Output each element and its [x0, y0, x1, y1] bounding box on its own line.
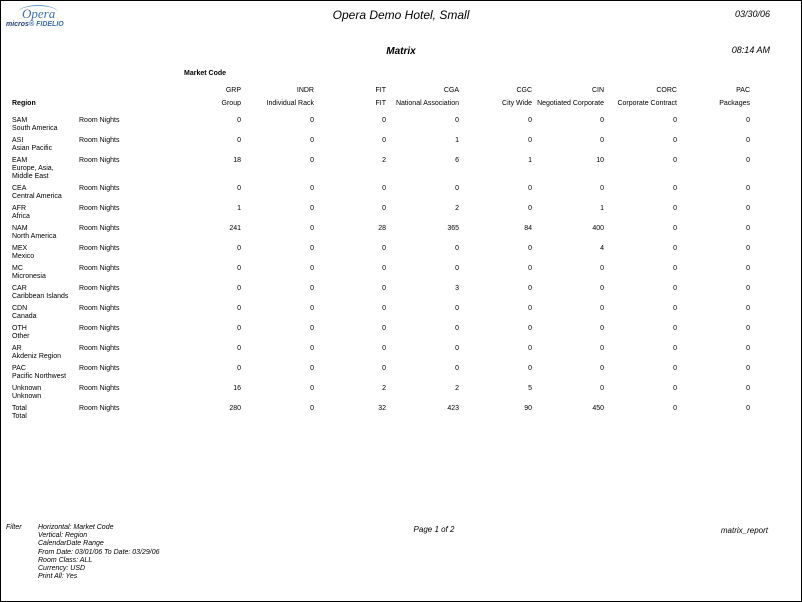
- table-row-sam-value: 0: [600, 117, 604, 124]
- table-row-pac-value: 0: [455, 365, 459, 372]
- filter-line: Vertical: Region: [38, 532, 88, 540]
- table-row-afr-code: AFR: [12, 205, 26, 212]
- table-row-mex-value: 0: [237, 245, 241, 252]
- table-row-eam-value: 6: [455, 157, 459, 164]
- table-row-total-value: 0: [746, 405, 750, 412]
- table-row-oth-value: 0: [600, 325, 604, 332]
- table-row-mex-name: Mexico: [12, 253, 35, 260]
- column-code-cgc: CGC: [516, 87, 532, 94]
- table-row-pac-value: 0: [673, 365, 677, 372]
- table-row-pac-name: Pacific Northwest: [12, 373, 67, 380]
- filter-line: Room Class: ALL: [38, 556, 93, 564]
- table-row-sam-value: 0: [455, 117, 459, 124]
- table-row-pac-value: 0: [310, 365, 314, 372]
- table-row-asi-value: 0: [382, 137, 386, 144]
- table-row-cea-value: 0: [528, 185, 532, 192]
- column-name-cin: Negotiated Corporate: [537, 100, 604, 107]
- table-row-nam-value: 0: [746, 225, 750, 232]
- table-row-eam-metric: Room Nights: [79, 157, 120, 164]
- table-row-mex-metric: Room Nights: [79, 245, 120, 252]
- table-row-oth-name: Other: [12, 333, 30, 340]
- table-row-mex-value: 0: [528, 245, 532, 252]
- table-row-cdn-value: 0: [528, 305, 532, 312]
- column-code-pac: PAC: [736, 87, 750, 94]
- table-row-cea-code: CEA: [12, 185, 27, 192]
- table-row-total-value: 0: [310, 405, 314, 412]
- table-row-cea-value: 0: [237, 185, 241, 192]
- table-row-ar-value: 0: [528, 345, 532, 352]
- table-row-asi-name: Asian Pacific: [12, 145, 53, 152]
- table-row-cdn-value: 0: [310, 305, 314, 312]
- table-row-eam-value: 2: [382, 157, 386, 164]
- table-row-nam-value: 28: [378, 225, 386, 232]
- table-row-pac-value: 0: [382, 365, 386, 372]
- table-row-nam-code: NAM: [12, 225, 28, 232]
- column-name-cgc: City Wide: [502, 100, 532, 107]
- table-row-mc-value: 0: [382, 265, 386, 272]
- table-row-eam-value: 10: [596, 157, 604, 164]
- table-row-cdn-name: Canada: [12, 313, 37, 320]
- table-row-afr-value: 2: [455, 205, 459, 212]
- table-row-car-value: 0: [382, 285, 386, 292]
- filter-line: CalendarDate Range: [38, 540, 104, 548]
- table-row-oth-value: 0: [528, 325, 532, 332]
- table-row-total-value: 0: [673, 405, 677, 412]
- table-row-ar-name: Akdeniz Region: [12, 353, 62, 360]
- table-row-mc-value: 0: [237, 265, 241, 272]
- table-row-cdn-value: 0: [455, 305, 459, 312]
- table-row-mc-value: 0: [673, 265, 677, 272]
- report-date: 03/30/06: [734, 9, 770, 19]
- table-row-total-metric: Room Nights: [79, 405, 120, 412]
- table-row-asi-metric: Room Nights: [79, 137, 120, 144]
- table-row-ar-value: 0: [746, 345, 750, 352]
- table-row-total-value: 90: [524, 405, 532, 412]
- table-row-mex-value: 0: [746, 245, 750, 252]
- table-row-ar-value: 0: [310, 345, 314, 352]
- table-row-mex-value: 0: [455, 245, 459, 252]
- report-name: matrix_report: [720, 526, 768, 535]
- table-row-pac-metric: Room Nights: [79, 365, 120, 372]
- table-row-nam-value: 241: [229, 225, 241, 232]
- table-row-nam-value: 0: [673, 225, 677, 232]
- table-row-asi-value: 1: [455, 137, 459, 144]
- table-row-ar-value: 0: [237, 345, 241, 352]
- table-row-pac-value: 0: [237, 365, 241, 372]
- table-row-nam-value: 84: [524, 225, 532, 232]
- table-row-cea-value: 0: [310, 185, 314, 192]
- table-row-cdn-value: 0: [600, 305, 604, 312]
- column-code-cga: CGA: [443, 87, 459, 94]
- filter-line: Currency: USD: [38, 565, 86, 573]
- hotel-name: Opera Demo Hotel, Small: [332, 8, 470, 22]
- table-row-total-value: 423: [447, 405, 459, 412]
- table-row-afr-value: 0: [382, 205, 386, 212]
- table-row-pac-value: 0: [600, 365, 604, 372]
- table-row-mc-value: 0: [455, 265, 459, 272]
- table-row-asi-value: 0: [673, 137, 677, 144]
- table-row-sam-code: SAM: [12, 117, 28, 124]
- table-row-nam-name: North America: [12, 233, 57, 240]
- table-row-afr-value: 0: [310, 205, 314, 212]
- table-row-afr-name: Africa: [12, 213, 30, 220]
- table-row-asi-value: 0: [237, 137, 241, 144]
- table-row-mex-value: 0: [382, 245, 386, 252]
- table-row-sam-value: 0: [382, 117, 386, 124]
- table-row-oth-value: 0: [237, 325, 241, 332]
- table-row-cdn-code: CDN: [12, 305, 28, 312]
- table-row-oth-code: OTH: [12, 325, 27, 332]
- table-row-asi-value: 0: [600, 137, 604, 144]
- table-row-unknown-value: 5: [528, 385, 532, 392]
- table-row-eam-name: Middle East: [12, 173, 49, 180]
- table-row-eam-value: 1: [528, 157, 532, 164]
- table-row-eam-name: Europe, Asia,: [12, 165, 54, 172]
- table-row-sam-value: 0: [746, 117, 750, 124]
- table-row-cea-value: 0: [673, 185, 677, 192]
- column-name-grp: Group: [221, 100, 241, 107]
- table-row-oth-value: 0: [746, 325, 750, 332]
- table-row-pac-value: 0: [746, 365, 750, 372]
- column-name-corc: Corporate Contract: [617, 100, 677, 107]
- table-row-car-value: 0: [600, 285, 604, 292]
- column-name-pac: Packages: [719, 100, 750, 107]
- table-row-sam-value: 0: [673, 117, 677, 124]
- table-row-total-value: 280: [229, 405, 241, 412]
- column-name-cga: National Association: [395, 100, 459, 107]
- table-row-car-metric: Room Nights: [79, 285, 120, 292]
- table-row-unknown-value: 2: [382, 385, 386, 392]
- page-number: Page 1 of 2: [413, 525, 455, 534]
- table-row-asi-code: ASI: [12, 137, 24, 144]
- table-row-ar-value: 0: [673, 345, 677, 352]
- filter-label: Filter: [6, 524, 22, 531]
- table-row-cdn-value: 0: [382, 305, 386, 312]
- region-column-header: Region: [12, 100, 36, 107]
- report-time: 08:14 AM: [731, 45, 770, 55]
- table-row-cea-name: Central America: [12, 193, 62, 200]
- table-row-mc-value: 0: [528, 265, 532, 272]
- table-row-mc-name: Micronesia: [12, 273, 46, 280]
- table-row-mc-code: MC: [12, 265, 23, 272]
- filter-line: From Date: 03/01/06 To Date: 03/29/06: [38, 548, 160, 556]
- table-row-asi-value: 0: [746, 137, 750, 144]
- table-row-asi-value: 0: [528, 137, 532, 144]
- table-row-unknown-value: 16: [233, 385, 241, 392]
- table-row-unknown-value: 0: [746, 385, 750, 392]
- table-row-oth-value: 0: [310, 325, 314, 332]
- table-row-cea-value: 0: [746, 185, 750, 192]
- column-code-corc: CORC: [656, 87, 677, 94]
- table-row-ar-value: 0: [455, 345, 459, 352]
- table-row-mc-value: 0: [600, 265, 604, 272]
- table-row-nam-value: 365: [447, 225, 459, 232]
- table-row-unknown-value: 0: [310, 385, 314, 392]
- micros-fidelio-logo: micros® FIDELIO: [6, 21, 64, 28]
- table-row-mex-code: MEX: [12, 245, 28, 252]
- table-row-sam-metric: Room Nights: [79, 117, 120, 124]
- table-row-oth-value: 0: [382, 325, 386, 332]
- table-row-car-value: 3: [455, 285, 459, 292]
- table-row-total-value: 450: [592, 405, 604, 412]
- table-row-afr-value: 0: [746, 205, 750, 212]
- table-row-cdn-value: 0: [673, 305, 677, 312]
- table-row-unknown-value: 0: [673, 385, 677, 392]
- table-row-oth-value: 0: [673, 325, 677, 332]
- table-row-eam-value: 0: [673, 157, 677, 164]
- table-row-car-name: Caribbean Islands: [12, 293, 69, 300]
- column-code-indr: INDR: [296, 87, 314, 94]
- table-row-sam-value: 0: [528, 117, 532, 124]
- table-row-afr-value: 0: [528, 205, 532, 212]
- table-row-ar-metric: Room Nights: [79, 345, 120, 352]
- table-row-cdn-value: 0: [746, 305, 750, 312]
- filter-line: Horizontal: Market Code: [38, 524, 114, 531]
- table-row-afr-metric: Room Nights: [79, 205, 120, 212]
- table-row-mc-metric: Room Nights: [79, 265, 120, 272]
- market-code-label: Market Code: [184, 70, 227, 77]
- table-row-total-name: Total: [12, 413, 27, 420]
- table-row-pac-code: PAC: [12, 365, 26, 372]
- table-row-pac-value: 0: [528, 365, 532, 372]
- table-row-sam-value: 0: [237, 117, 241, 124]
- column-code-fit: FIT: [375, 87, 386, 94]
- table-row-mc-value: 0: [310, 265, 314, 272]
- table-row-cdn-value: 0: [237, 305, 241, 312]
- table-row-mex-value: 0: [310, 245, 314, 252]
- filter-line: Print All: Yes: [38, 573, 78, 581]
- table-row-unknown-metric: Room Nights: [79, 385, 120, 392]
- table-row-afr-value: 1: [237, 205, 241, 212]
- table-row-mex-value: 4: [600, 245, 604, 252]
- table-row-car-code: CAR: [12, 285, 27, 292]
- table-row-mex-value: 0: [673, 245, 677, 252]
- table-row-eam-value: 0: [746, 157, 750, 164]
- table-row-mc-value: 0: [746, 265, 750, 272]
- table-row-ar-value: 0: [600, 345, 604, 352]
- table-row-cea-value: 0: [455, 185, 459, 192]
- table-row-nam-metric: Room Nights: [79, 225, 120, 232]
- column-code-cin: CIN: [591, 87, 604, 94]
- table-row-unknown-value: 0: [600, 385, 604, 392]
- table-row-eam-value: 0: [310, 157, 314, 164]
- table-row-ar-value: 0: [382, 345, 386, 352]
- table-row-unknown-name: Unknown: [12, 393, 42, 400]
- column-name-indr: Individual Rack: [266, 100, 314, 107]
- table-row-sam-name: South America: [12, 125, 58, 132]
- table-row-total-code: Total: [12, 405, 27, 412]
- table-row-oth-value: 0: [455, 325, 459, 332]
- table-row-nam-value: 400: [592, 225, 604, 232]
- table-row-afr-value: 1: [600, 205, 604, 212]
- table-row-sam-value: 0: [310, 117, 314, 124]
- table-row-eam-value: 18: [233, 157, 241, 164]
- table-row-total-value: 32: [378, 405, 386, 412]
- table-row-car-value: 0: [237, 285, 241, 292]
- table-row-car-value: 0: [310, 285, 314, 292]
- table-row-unknown-code: Unknown: [12, 385, 42, 392]
- table-row-nam-value: 0: [310, 225, 314, 232]
- opera-logo: Opera: [22, 6, 56, 21]
- table-row-cdn-metric: Room Nights: [79, 305, 120, 312]
- table-row-cea-metric: Room Nights: [79, 185, 120, 192]
- table-row-car-value: 0: [528, 285, 532, 292]
- table-row-cea-value: 0: [382, 185, 386, 192]
- table-row-asi-value: 0: [310, 137, 314, 144]
- table-row-cea-value: 0: [600, 185, 604, 192]
- table-row-car-value: 0: [673, 285, 677, 292]
- table-row-afr-value: 0: [673, 205, 677, 212]
- table-row-unknown-value: 2: [455, 385, 459, 392]
- table-row-oth-metric: Room Nights: [79, 325, 120, 332]
- report-title: Matrix: [386, 46, 416, 57]
- table-row-ar-code: AR: [12, 345, 22, 352]
- table-row-car-value: 0: [746, 285, 750, 292]
- column-code-grp: GRP: [225, 87, 241, 94]
- column-name-fit: FIT: [375, 100, 386, 107]
- table-row-eam-code: EAM: [12, 157, 28, 164]
